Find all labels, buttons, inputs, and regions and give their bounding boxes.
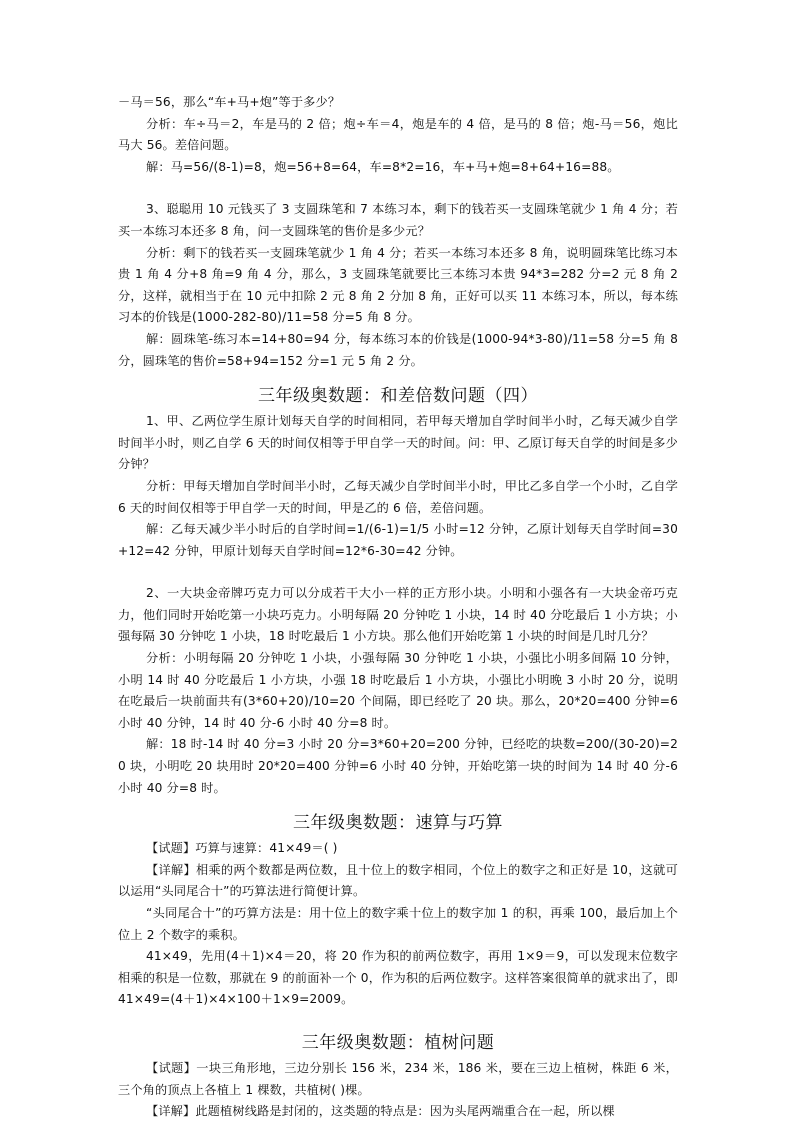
spacer xyxy=(118,562,678,583)
document-page xyxy=(118,92,678,1123)
solution-paragraph: 解：18 时-14 时 40 分=3 小时 20 分=3*60+20=200 分钟，已经吃的块数=200/(30-20)=20 块，小明吃 20 块用时 20*20=400 分钟=6 小时 40 分钟，开始吃第一块的时间为 14 时 40 分-6 小时 40 分=8 时。 xyxy=(118,737,678,795)
solution-paragraph: 解：圆珠笔-练习本=14+80=94 分，每本练习本的价钱是(1000-94*3-80)/11=58 分=5 角 8 分，圆珠笔的售价=58+94=152 分=1 元 5 角 2 分。 xyxy=(118,331,678,368)
analysis-paragraph: 分析：甲每天增加自学时间半小时，乙每天减少自学时间半小时，甲比乙多自学一个小时，乙自学 6 天的时间仅相等于甲自学一天的时间，甲是乙的 6 倍，差倍问题。 xyxy=(118,478,678,515)
section-title: 三年级奥数题：植树问题 xyxy=(301,1032,495,1053)
paragraph: －马＝56，那么“车+马+炮”等于多少？ xyxy=(118,95,341,109)
solution-paragraph: 解：乙每天减少半小时后的自学时间=1/(6-1)=1/5 小时=12 分钟，乙原计划每天自学时间=30+12=42 分钟，甲原计划每天自学时间=12*6-30=42 分钟。 xyxy=(118,522,678,558)
section-title: 三年级奥数题：和差倍数问题（四） xyxy=(258,386,538,407)
detail-paragraph: 【详解】此题植树线路是封闭的，这类题的特点是：因为头尾两端重合在一起，所以棵 xyxy=(146,1104,615,1119)
spacer xyxy=(118,178,678,199)
detail-paragraph: 【详解】相乘的两个数都是两位数，且十位上的数字相同，个位上的数字之和正好是 10，这就可以运用“头同尾合十”的巧算法进行简便计算。 xyxy=(118,862,678,899)
analysis-paragraph: 分析：车÷马＝2，车是马的 2 倍；炮÷车＝4，炮是车的 4 倍，是马的 8 倍；炮-马＝56，炮比马大 56。差倍问题。 xyxy=(118,116,678,153)
question-paragraph: 【试题】巧算与速算：41×49＝( ) xyxy=(146,841,338,856)
question-paragraph: 2、一大块金帝牌巧克力可以分成若干大小一样的正方形小块。小明和小强各有一大块金帝巧克力，他们同时开始吃第一小块巧克力。小明每隔 20 分钟吃 1 小块，14 时 40 分吃最后 1 小方块；小强每隔 30 分钟吃 1 小块，18 时吃最后 1 小方块。那么他们开始吃第 1 小块的时间是几时几分？ xyxy=(118,586,678,644)
section-title: 三年级奥数题：速算与巧算 xyxy=(293,813,503,834)
question-paragraph: 3、聪聪用 10 元钱买了 3 支圆珠笔和 7 本练习本，剩下的钱若买一支圆珠笔就少 1 角 4 分；若买一本练习本还多 8 角，问一支圆珠笔的售价是多少元？ xyxy=(118,202,678,238)
question-paragraph: 1、甲、乙两位学生原计划每天自学的时间相同，若甲每天增加自学时间半小时，乙每天减少自学时间半小时，则乙自学 6 天的时间仅相等于甲自学一天的时间。问：甲、乙原订每天自学的时间是多少分钟？ xyxy=(118,414,678,472)
detail-paragraph: 41×49，先用(4＋1)×4＝20，将 20 作为积的前两位数字，再用 1×9＝9，可以发现末位数字相乘的积是一位数，那就在 9 的前面补一个 0，作为积的后两位数字。这样答案很简单的就求出了，即 41×49=(4＋1)×4×100＋1×9=2009。 xyxy=(118,949,678,1007)
solution-paragraph: 解：马=56/(8-1)=8，炮=56+8=64，车=8*2=16，车+马+炮=8+64+16=88。 xyxy=(146,159,620,174)
question-paragraph: 【试题】一块三角形地，三边分别长 156 米，234 米，186 米，要在三边上植树，株距 6 米，三个角的顶点上各植上 1 棵数，共植树( )棵。 xyxy=(118,1060,678,1097)
analysis-paragraph: 分析：剩下的钱若买一支圆珠笔就少 1 角 4 分；若买一本练习本还多 8 角，说明圆珠笔比练习本贵 1 角 4 分+8 角=9 角 4 分，那么，3 支圆珠笔就要比三本练习本贵 94*3=282 分=2 元 8 角 2 分，这样，就相当于在 10 元中扣除 2 元 8 角 2 分加 8 角，正好可以买 11 本练习本，所以，每本练习本的价钱是(1000-282-80)/11=58 分=5 角 8 分。 xyxy=(118,245,678,325)
detail-paragraph: “头同尾合十”的巧算方法是：用十位上的数字乘十位上的数字加 1 的积，再乘 100，最后加上个位上 2 个数字的乘积。 xyxy=(118,906,678,942)
analysis-paragraph: 分析：小明每隔 20 分钟吃 1 小块，小强每隔 30 分钟吃 1 小块，小强比小明多间隔 10 分钟，小明 14 时 40 分吃最后 1 小方块，小强 18 时吃最后 1 小方块，小强比小明晚 3 小时 20 分，说明在吃最后一块前面共有(3*60+20)/10=20 个间隔，即已经吃了 20 块。那么，20*20=400 分钟=6 小时 40 分钟，14 时 40 分-6 小时 40 分=8 时。 xyxy=(118,651,678,730)
